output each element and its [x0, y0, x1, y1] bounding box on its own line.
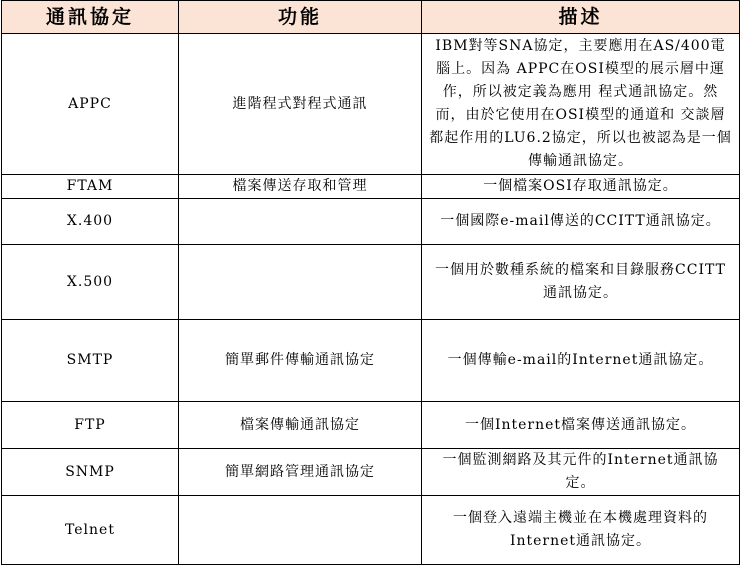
description-cell: 一個用於數種系統的檔案和目錄服務CCITT通訊協定。 — [422, 245, 740, 320]
function-cell: 簡單網路管理通訊協定 — [179, 449, 422, 496]
description-cell: IBM對等SNA協定，主要應用在AS/400電腦上。因為 APPC在OSI模型的展示層中運作，所以被定義為應用 程式通訊協定。然而，由於它使用在OSI模型的通道和 交談層都起作用的LU6.2協定，所以也被認為是一個傳輸通訊協定。 — [422, 34, 740, 175]
protocol-table — [1, 0, 740, 565]
header-protocol: 通訊協定 — [2, 1, 179, 34]
header-description: 描述 — [422, 1, 740, 34]
description-cell: 一個國際e-mail傳送的CCITT通訊協定。 — [422, 199, 740, 245]
header-row — [2, 1, 740, 34]
protocol-cell: X.500 — [2, 245, 179, 320]
table-row — [2, 245, 740, 320]
table-row — [2, 402, 740, 449]
description-cell: 一個檔案OSI存取通訊協定。 — [422, 175, 740, 199]
description-cell: 一個登入遠端主機並在本機處理資料的Internet通訊協定。 — [422, 496, 740, 565]
protocol-cell: Telnet — [2, 496, 179, 565]
function-cell: 簡單郵件傳輸通訊協定 — [179, 320, 422, 402]
protocol-cell: SMTP — [2, 320, 179, 402]
description-cell: 一個監測網路及其元件的Internet通訊協定。 — [422, 449, 740, 496]
protocol-cell: SNMP — [2, 449, 179, 496]
description-cell: 一個傳輸e-mail的Internet通訊協定。 — [422, 320, 740, 402]
table-row — [2, 320, 740, 402]
protocol-cell: APPC — [2, 34, 179, 175]
function-cell — [179, 496, 422, 565]
function-cell — [179, 199, 422, 245]
description-cell: 一個Internet檔案傳送通訊協定。 — [422, 402, 740, 449]
table-row — [2, 34, 740, 175]
function-cell: 進階程式對程式通訊 — [179, 34, 422, 175]
protocol-cell: FTP — [2, 402, 179, 449]
protocol-cell: X.400 — [2, 199, 179, 245]
table-row — [2, 496, 740, 565]
function-cell: 檔案傳輸通訊協定 — [179, 402, 422, 449]
table-row — [2, 175, 740, 199]
header-function: 功能 — [179, 1, 422, 34]
function-cell — [179, 245, 422, 320]
protocol-cell: FTAM — [2, 175, 179, 199]
table-row — [2, 199, 740, 245]
function-cell: 檔案傳送存取和管理 — [179, 175, 422, 199]
table-row — [2, 449, 740, 496]
